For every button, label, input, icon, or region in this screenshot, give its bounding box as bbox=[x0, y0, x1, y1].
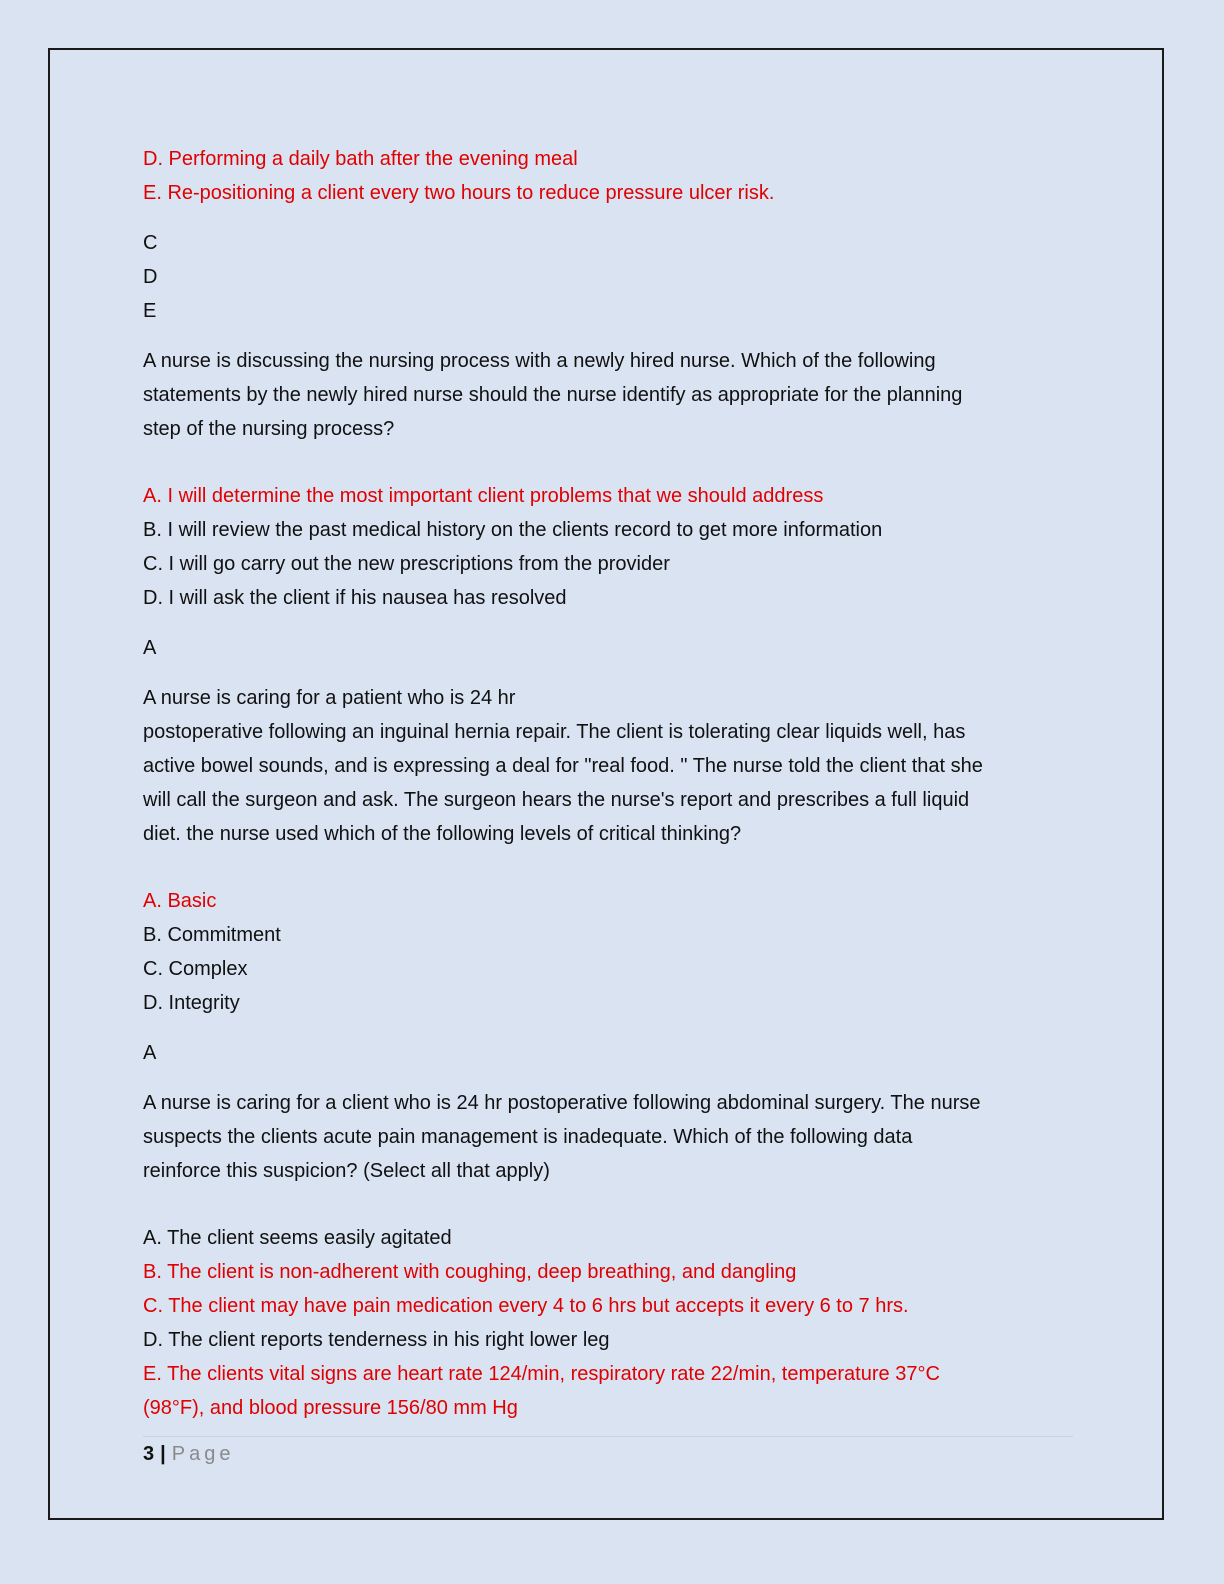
question-text: reinforce this suspicion? (Select all that apply) bbox=[143, 1160, 550, 1182]
footer-separator: | bbox=[160, 1443, 166, 1465]
question-text: will call the surgeon and ask. The surgeon hears the nurse's report and prescribes a full liquid bbox=[143, 789, 970, 811]
option-a: A. Basic bbox=[143, 890, 217, 912]
option-d: D. Integrity bbox=[143, 992, 240, 1014]
question-text: step of the nursing process? bbox=[143, 418, 395, 440]
option-c: C. Complex bbox=[143, 958, 248, 980]
option-c: C. The client may have pain medication every 4 to 6 hrs but accepts it every 6 to 7 hrs. bbox=[143, 1295, 909, 1317]
question-text: active bowel sounds, and is expressing a deal for "real food. " The nurse told the client that she bbox=[143, 755, 983, 777]
page-number: 3 bbox=[143, 1443, 155, 1465]
question-text: postoperative following an inguinal hernia repair. The client is tolerating clear liquids well, has bbox=[143, 721, 966, 743]
option-e: E. The clients vital signs are heart rate 124/min, respiratory rate 22/min, temperature 37°C bbox=[143, 1363, 940, 1385]
option-c: C. I will go carry out the new prescriptions from the provider bbox=[143, 553, 670, 575]
option-e-continued: (98°F), and blood pressure 156/80 mm Hg bbox=[143, 1397, 518, 1419]
question-text: A nurse is discussing the nursing process with a newly hired nurse. Which of the following bbox=[143, 350, 936, 372]
option-e: E. Re-positioning a client every two hours to reduce pressure ulcer risk. bbox=[143, 182, 775, 204]
answer-key: A bbox=[143, 1042, 157, 1064]
option-d: D. Performing a daily bath after the evening meal bbox=[143, 148, 578, 170]
answer-key: E bbox=[143, 300, 157, 322]
option-b: B. Commitment bbox=[143, 924, 281, 946]
document-body bbox=[143, 142, 1073, 1425]
question-text: statements by the newly hired nurse should the nurse identify as appropriate for the planning bbox=[143, 384, 963, 406]
option-b: B. I will review the past medical history on the clients record to get more information bbox=[143, 519, 883, 541]
option-a: A. The client seems easily agitated bbox=[143, 1227, 452, 1249]
footer-divider bbox=[143, 1436, 1073, 1437]
option-a: A. I will determine the most important client problems that we should address bbox=[143, 485, 824, 507]
page-footer bbox=[143, 1440, 234, 1468]
question-text: A nurse is caring for a patient who is 24 hr bbox=[143, 687, 516, 709]
question-text: A nurse is caring for a client who is 24 hr postoperative following abdominal surgery. The nurse bbox=[143, 1092, 981, 1114]
page-label: Page bbox=[171, 1443, 235, 1465]
option-d: D. I will ask the client if his nausea has resolved bbox=[143, 587, 567, 609]
option-d: D. The client reports tenderness in his right lower leg bbox=[143, 1329, 610, 1351]
answer-key: C bbox=[143, 232, 158, 254]
answer-key: D bbox=[143, 266, 158, 288]
question-text: diet. the nurse used which of the following levels of critical thinking? bbox=[143, 823, 742, 845]
option-b: B. The client is non-adherent with coughing, deep breathing, and dangling bbox=[143, 1261, 797, 1283]
answer-key: A bbox=[143, 637, 157, 659]
question-text: suspects the clients acute pain management is inadequate. Which of the following data bbox=[143, 1126, 913, 1148]
